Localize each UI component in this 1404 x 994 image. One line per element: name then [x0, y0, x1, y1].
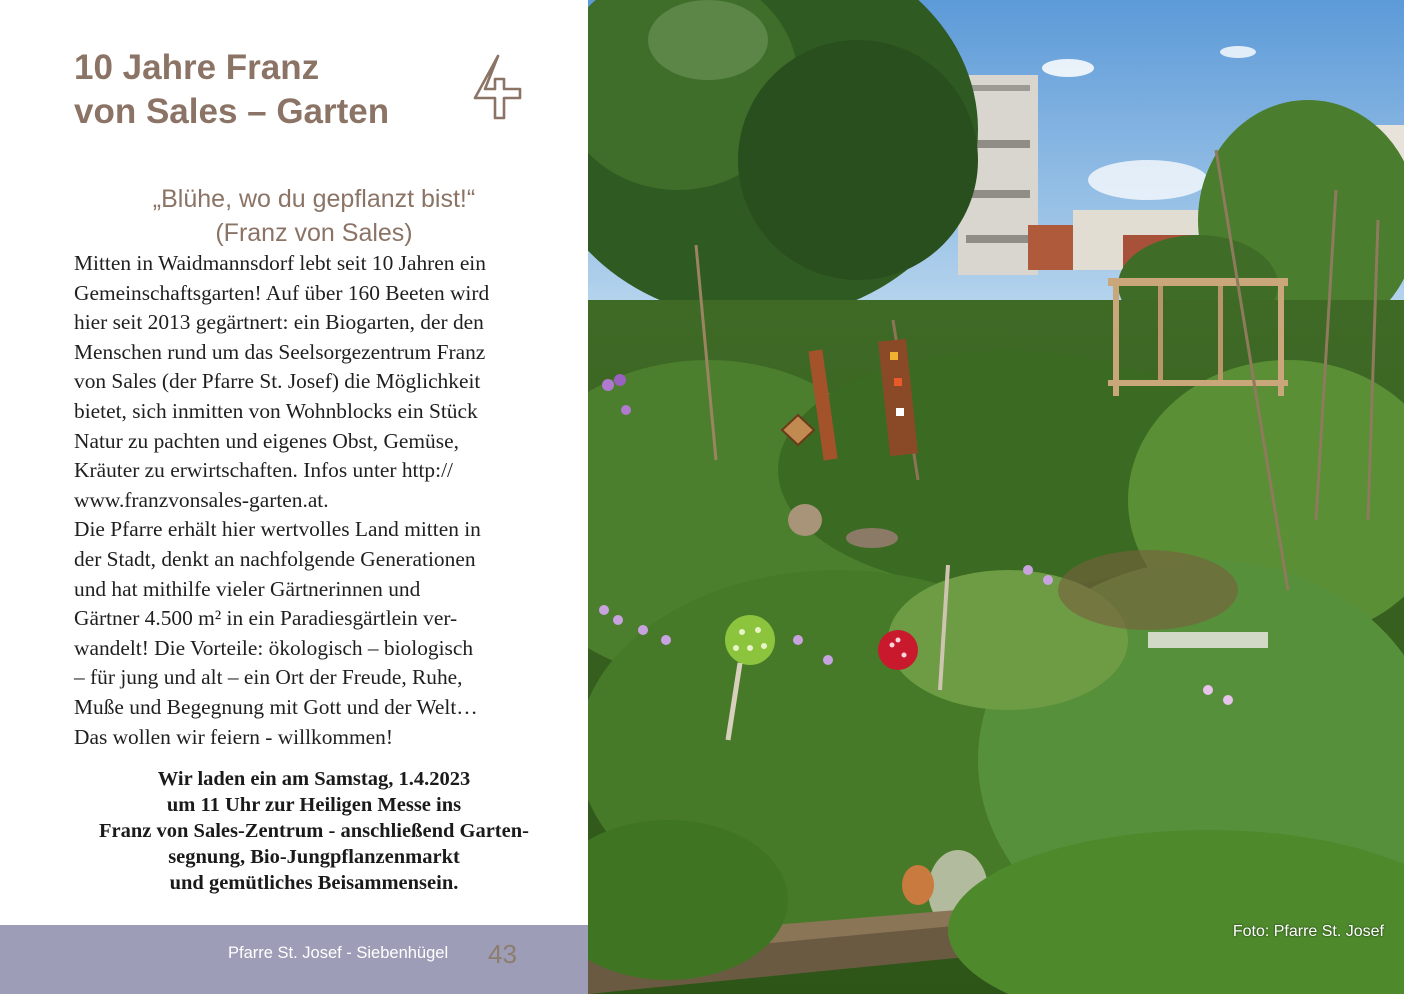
body-line: Die Pfarre erhält hier wertvolles Land mitten in: [74, 517, 481, 542]
title-line-2: von Sales – Garten: [74, 92, 390, 131]
body-line: wandelt! Die Vorteile: ökologisch – biologisch: [74, 635, 474, 660]
body-line: bietet, sich inmitten von Wohnblocks ein Stück: [74, 398, 478, 423]
title-line-1: 10 Jahre Franz: [74, 48, 320, 87]
body-line: www.franzvonsales-garten.at.: [74, 487, 329, 512]
page-title: [74, 46, 454, 134]
number-four-icon: [468, 48, 528, 126]
body-line: von Sales (der Pfarre St. Josef) die Möglichkeit: [74, 369, 481, 394]
text-column: [0, 0, 588, 994]
body-line: Mitten in Waidmannsdorf lebt seit 10 Jahren ein: [74, 251, 486, 275]
article-body: [74, 249, 558, 752]
body-line: – für jung und alt – ein Ort der Freude, Ruhe,: [74, 665, 463, 690]
body-line: und hat mithilfe vieler Gärtnerinnen und: [74, 576, 421, 601]
body-line: der Stadt, denkt an nachfolgende Generationen: [74, 546, 476, 571]
invitation-line: Franz von Sales-Zentrum - anschließend Garten-: [99, 820, 529, 842]
body-line: Gärtner 4.500 m² in ein Paradiesgärtlein ver-: [74, 606, 458, 631]
invitation-line: segnung, Bio-Jungpflanzenmarkt: [168, 846, 460, 868]
body-line: Gemeinschaftsgarten! Auf über 160 Beeten wird: [74, 280, 490, 305]
garden-photo: [588, 0, 1404, 994]
body-line: Kräuter zu erwirtschaften. Infos unter http://: [74, 458, 453, 483]
photo-credit: Foto: Pfarre St. Josef: [1232, 923, 1384, 940]
body-line: Natur zu pachten und eigenes Obst, Gemüse,: [74, 428, 459, 453]
body-line: Muße und Begegnung mit Gott und der Welt…: [74, 694, 478, 719]
invitation-line: um 11 Uhr zur Heiligen Messe ins: [166, 794, 462, 816]
event-invitation: [62, 766, 566, 896]
invitation-line: Wir laden ein am Samstag, 1.4.2023: [157, 768, 471, 790]
invitation-line: und gemütliches Beisammensein.: [169, 872, 459, 894]
body-line: hier seit 2013 gegärtnert: ein Biogarten, der den: [74, 310, 484, 335]
body-line: Menschen rund um das Seelsorgezentrum Franz: [74, 339, 486, 364]
footer-bar: [0, 925, 588, 994]
quote-author: (Franz von Sales): [215, 219, 413, 247]
quote: [74, 182, 554, 250]
quote-text: „Blühe, wo du gepflanzt bist!“: [152, 185, 476, 213]
footer-parish-name: Pfarre St. Josef - Siebenhügel: [228, 944, 449, 962]
page-number: 43: [488, 939, 517, 969]
body-line: Das wollen wir feiern - willkommen!: [74, 724, 393, 749]
